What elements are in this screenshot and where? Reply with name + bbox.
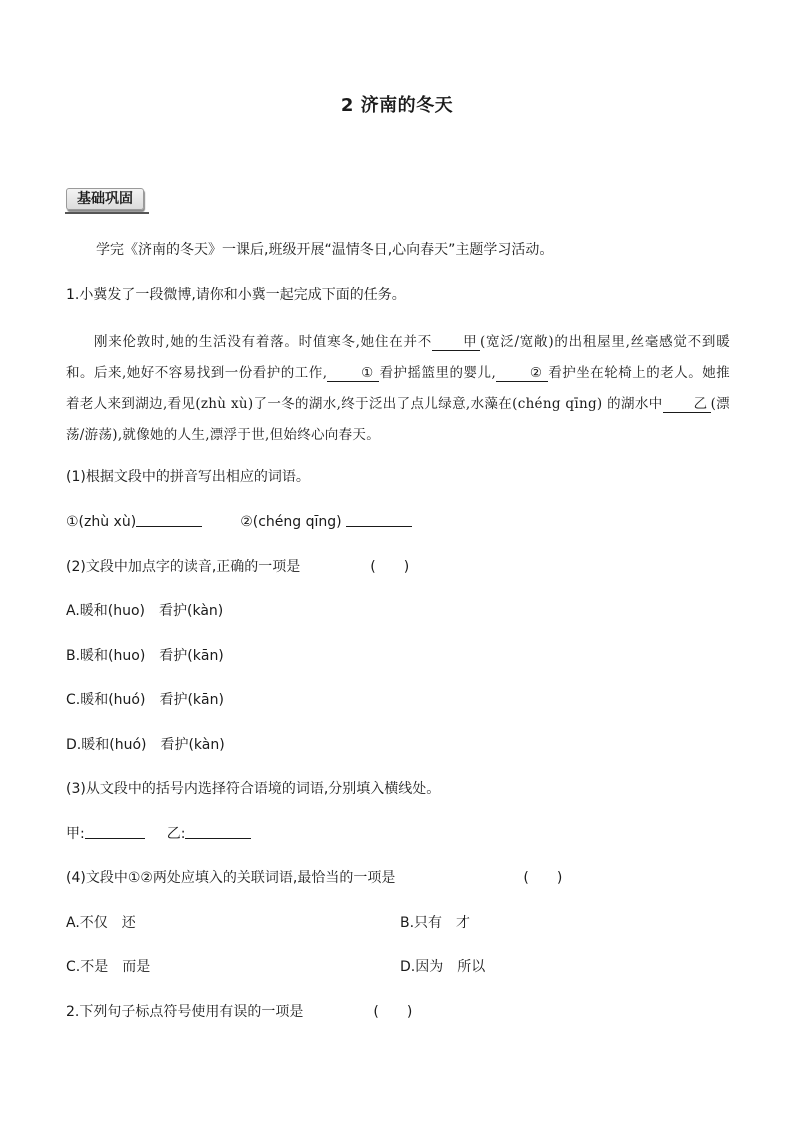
answer-paren[interactable]: ( ) [370,559,410,575]
option-c: C.不是 而是 [66,959,151,975]
sub-question-1-stem: (1)根据文段中的拼音写出相应的词语。 [66,469,310,485]
weibo-passage [66,327,730,451]
question-2 [66,1002,412,1022]
question-2-stem: 2.下列句子标点符号使用有误的一项是 [66,1004,304,1020]
sub-question-2 [66,557,409,577]
pinyin-b: ②(chéng qīng) [240,514,342,530]
answer-blank-yi[interactable] [185,824,251,839]
passage-paragraph [66,327,730,451]
sub-question-4 [66,868,562,888]
option-d: D.暖和(huó) 看护(kàn) [66,737,225,753]
sub-question-2-stem: (2)文段中加点字的读音,正确的一项是 [66,559,301,575]
blank-jia: 甲 [432,334,480,351]
option-b: B.只有 才 [400,915,471,931]
pinyin-a: ①(zhù xù) [66,514,137,530]
answer-paren[interactable]: ( ) [373,1004,413,1020]
section-tag-basic: 基础巩固 [66,188,144,210]
blank-yi: 乙 [663,396,711,413]
option-b: B.暖和(huo) 看护(kān) [66,648,224,664]
blank-1: ① [327,365,379,382]
answer-blank-a[interactable] [136,512,202,527]
page-title: 2 济南的冬天 [340,95,454,116]
passage-text: 看护摇篮里的婴儿, [379,365,497,381]
sub-question-3-stem: (3)从文段中的括号内选择符合语境的词语,分别填入横线处。 [66,781,441,797]
intro-text: 学完《济南的冬天》一课后,班级开展“温情冬日,心向春天”主题学习活动。 [96,242,554,258]
sub-question-1-answers [66,512,412,532]
question-1-stem: 1.小冀发了一段微博,请你和小冀一起完成下面的任务。 [66,287,406,303]
sub-question-3-answers [66,824,251,844]
label-jia: 甲: [66,826,85,842]
label-yi: 乙: [166,826,186,842]
option-d: D.因为 所以 [400,959,486,975]
passage-text: 刚来伦敦时,她的生活没有着落。时值寒冬,她住在并不 [94,334,432,350]
answer-blank-b[interactable] [346,512,412,527]
option-c: C.暖和(huó) 看护(kān) [66,692,224,708]
answer-paren[interactable]: ( ) [523,870,563,886]
passage-text: 看护坐在轮椅上的老人。她推着老人来到湖边,看见(zhù xù)了一冬的湖水,终于泛出了点儿绿意,水藻在(chéng qīng) 的湖水中 [66,365,730,412]
sub-question-4-stem: (4)文段中①②两处应填入的关联词语,最恰当的一项是 [66,870,396,886]
option-a: A.暖和(huo) 看护(kàn) [66,603,224,619]
blank-2: ② [496,365,548,382]
passage-text: (漂荡/游荡),就像她的人生,漂浮于世,但始终心向春天。 [66,396,730,443]
answer-blank-jia[interactable] [85,824,145,839]
option-a: A.不仅 还 [66,915,136,931]
passage-text: (宽泛/宽敞)的出租屋里,丝毫感觉不到暖和。后来,她好不容易找到一份看护的工作, [66,334,730,381]
